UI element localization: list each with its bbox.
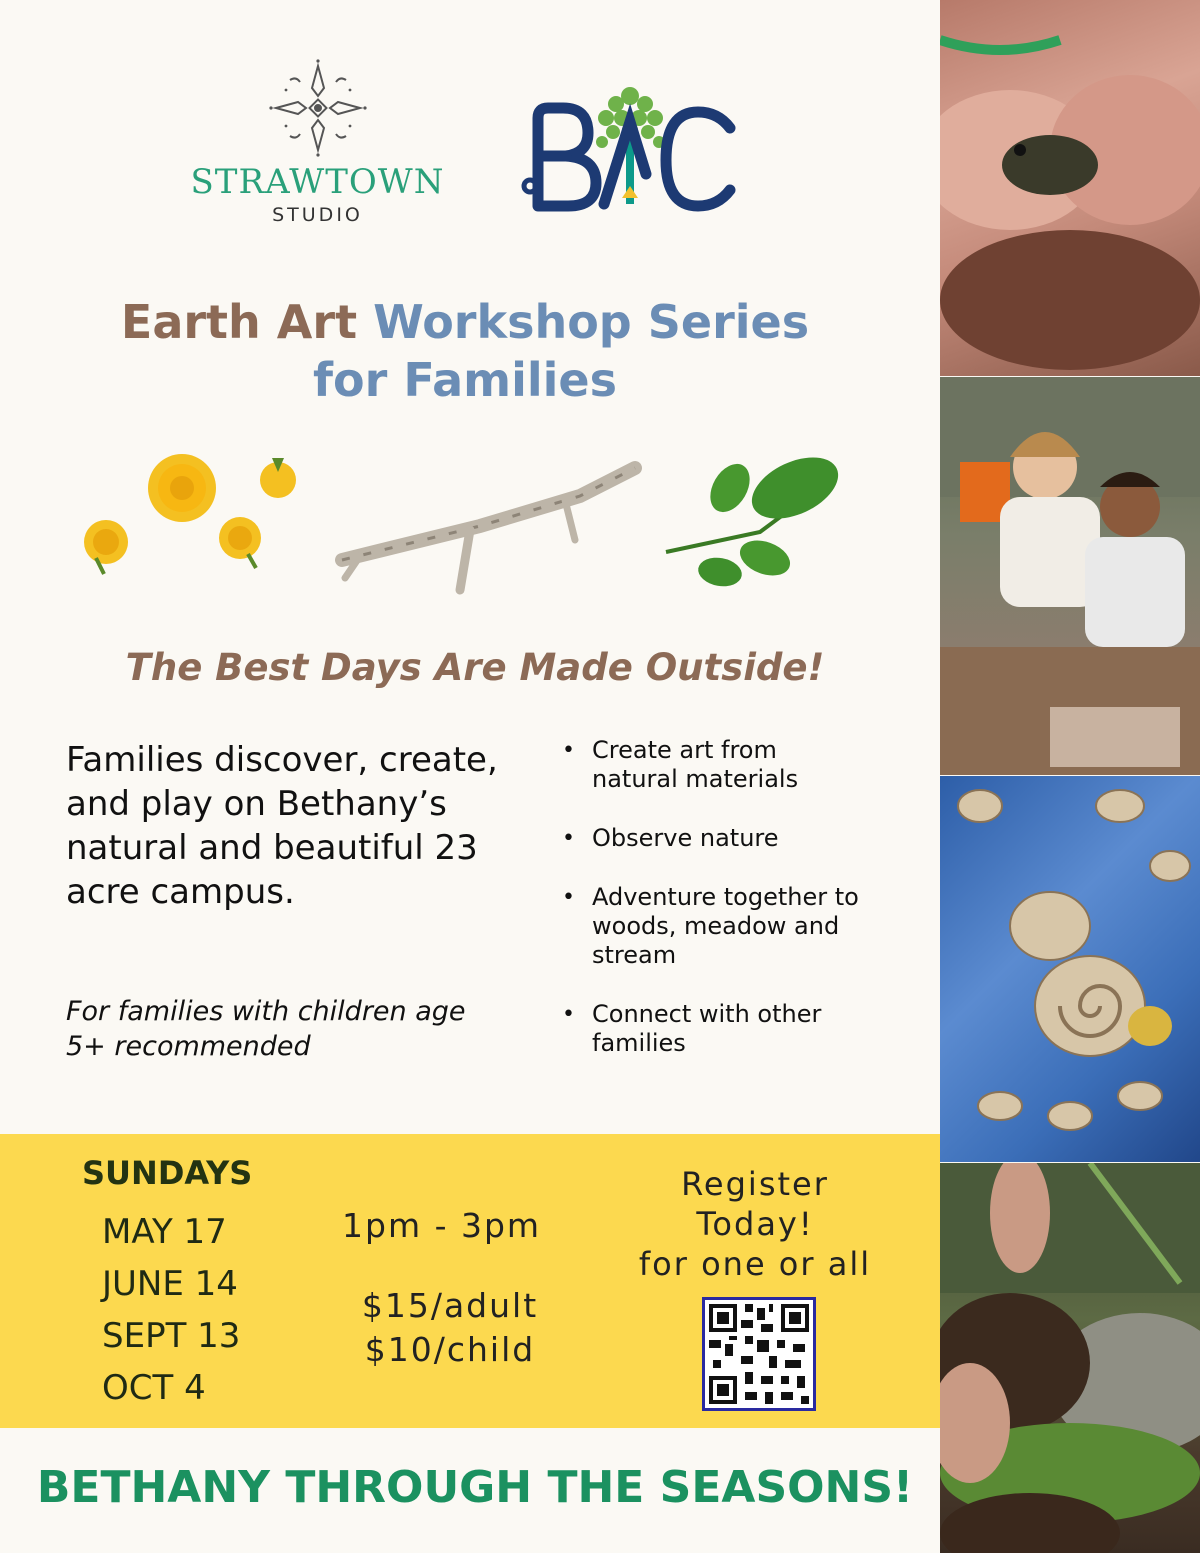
time-range: 1pm - 3pm xyxy=(342,1206,542,1245)
register-line: Today! xyxy=(696,1205,814,1243)
photo-soil-planting xyxy=(940,1163,1200,1553)
title-for-families: for Families xyxy=(313,353,617,407)
bac-logo xyxy=(518,78,743,218)
compass-icon xyxy=(268,58,368,158)
nature-illustrations xyxy=(60,440,880,620)
photo-hands-frog xyxy=(940,0,1200,376)
stick-icon xyxy=(342,468,635,590)
tagline: The Best Days Are Made Outside! xyxy=(125,646,825,689)
qr-code[interactable] xyxy=(702,1297,816,1411)
strawtown-studio-logo xyxy=(180,58,455,228)
lede-text: Families discover, create, and play on Bethany’s natural and beautiful 23 acre campus. xyxy=(66,740,498,912)
register-line: for one or all xyxy=(638,1245,872,1283)
schedule-heading: SUNDAYS xyxy=(82,1154,253,1192)
strawtown-sub: STUDIO xyxy=(272,204,363,226)
footer-slogan: BETHANY THROUGH THE SEASONS! xyxy=(36,1462,914,1513)
list-item: • Create art from natural materials xyxy=(562,736,862,794)
list-item: MAY 17 xyxy=(102,1212,227,1252)
list-item: • Connect with other families xyxy=(562,1000,862,1058)
schedule-band xyxy=(0,1134,940,1428)
list-item: OCT 4 xyxy=(102,1368,206,1408)
activity-list xyxy=(562,736,862,1088)
photo-shells xyxy=(940,776,1200,1162)
page-title xyxy=(60,292,870,408)
photo-family-art xyxy=(940,377,1200,775)
age-note: For families with children age 5+ recommended xyxy=(66,996,466,1062)
price-child: $10/child xyxy=(364,1330,536,1369)
price-info xyxy=(340,1284,560,1372)
register-line: Register xyxy=(681,1165,829,1203)
list-item: JUNE 14 xyxy=(102,1264,238,1304)
list-item: • Adventure together to woods, meadow and stream xyxy=(562,883,862,970)
date-list xyxy=(102,1206,240,1414)
list-item: • Observe nature xyxy=(562,824,862,853)
price-adult: $15/adult xyxy=(361,1286,539,1325)
strawtown-name: STRAWTOWN xyxy=(190,162,445,202)
list-item: SEPT 13 xyxy=(102,1316,241,1356)
title-workshop-series: Workshop Series xyxy=(373,295,810,349)
photo-strip xyxy=(940,0,1200,1553)
qr-code-icon xyxy=(705,1300,813,1408)
dandelion-icon xyxy=(84,454,296,574)
title-earth-art: Earth Art xyxy=(120,295,358,349)
register-cta xyxy=(620,1164,890,1284)
leaf-icon xyxy=(666,445,848,590)
